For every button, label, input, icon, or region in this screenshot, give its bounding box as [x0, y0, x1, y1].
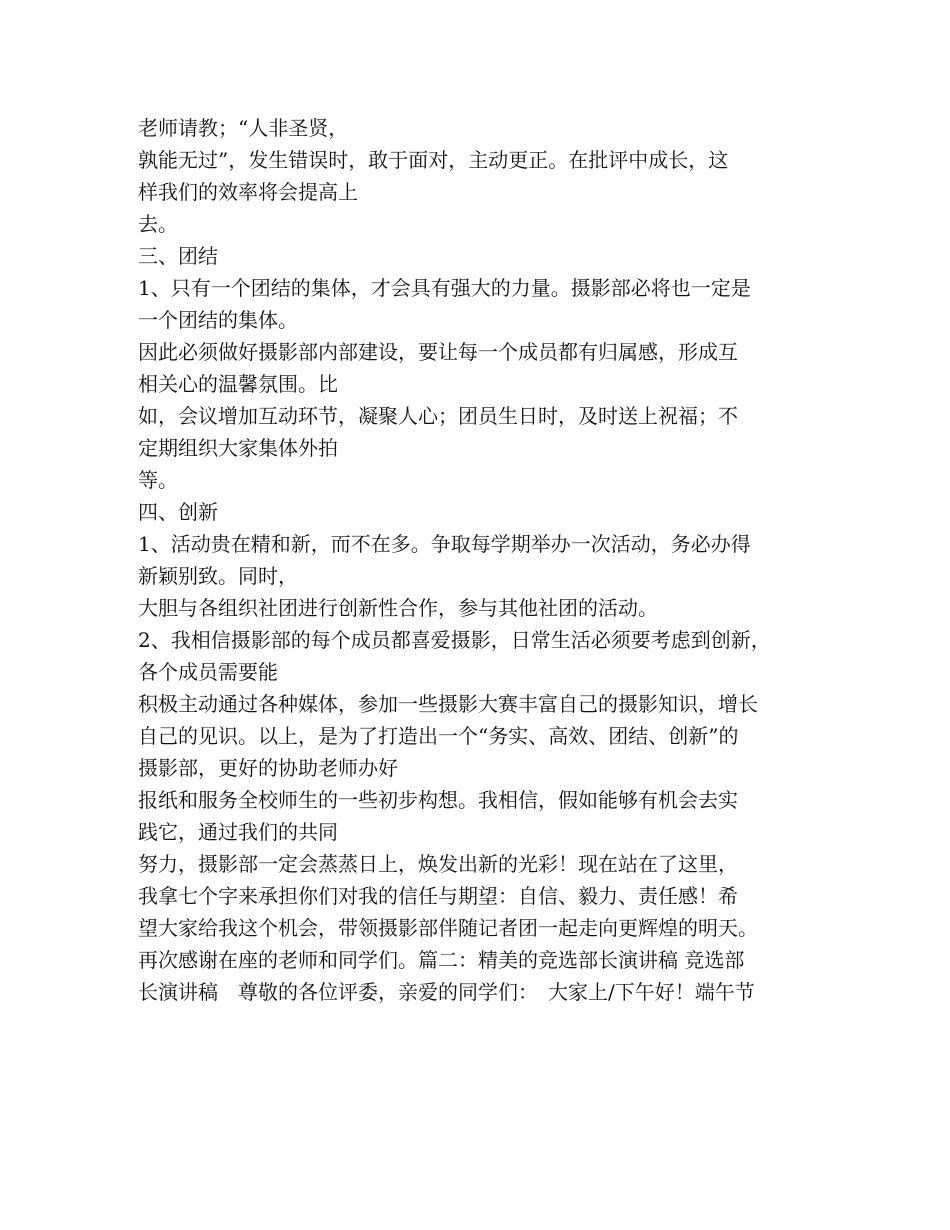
text-line: 报纸和服务全校师生的一些初步构想。我相信，假如能够有机会去实 [138, 788, 738, 812]
text-line: 去。 [138, 212, 178, 236]
text-line: 再次感谢在座的老师和同学们。篇二：精美的竞选部长演讲稿 竞选部 [138, 948, 745, 972]
text-line: 1、活动贵在精和新，而不在多。争取每学期举办一次活动，务必办得 [138, 532, 751, 556]
text-line: 1、只有一个团结的集体，才会具有强大的力量。摄影部必将也一定是 [138, 276, 751, 300]
text-line: 积极主动通过各种媒体，参加一些摄影大赛丰富自己的摄影知识，增长 [138, 692, 758, 716]
text-line: 摄影部，更好的协助老师办好 [138, 756, 398, 780]
text-line: 努力，摄影部一定会蒸蒸日上，焕发出新的光彩！现在站在了这里， [138, 852, 738, 876]
text-line: 自己的见识。以上，是为了打造出一个“务实、高效、团结、创新”的 [138, 724, 739, 748]
text-line: 样我们的效率将会提高上 [138, 180, 358, 204]
text-line: 2、我相信摄影部的每个成员都喜爱摄影，日常生活必须要考虑到创新， [138, 628, 771, 652]
text-line: 践它，通过我们的共同 [138, 820, 338, 844]
text-line: 望大家给我这个机会，带领摄影部伴随记者团一起走向更辉煌的明天。 [138, 916, 758, 940]
text-line: 孰能无过”，发生错误时，敢于面对，主动更正。在批评中成长，这 [138, 148, 729, 172]
text-line: 如，会议增加互动环节，凝聚人心；团员生日时，及时送上祝福；不 [138, 404, 738, 428]
text-line: 老师请教；“人非圣贤， [138, 116, 349, 140]
document-body [138, 112, 838, 1008]
section-heading: 三、团结 [138, 244, 218, 268]
text-line: 我拿七个字来承担你们对我的信任与期望：自信、毅力、责任感！希 [138, 884, 738, 908]
text-line: 因此必须做好摄影部内部建设，要让每一个成员都有归属感，形成互 [138, 340, 738, 364]
text-line: 相关心的温馨氛围。比 [138, 372, 338, 396]
text-line: 一个团结的集体。 [138, 308, 298, 332]
text-line: 定期组织大家集体外拍 [138, 436, 338, 460]
text-line: 长演讲稿 尊敬的各位评委，亲爱的同学们： 大家上/下午好！端午节 [138, 980, 755, 1004]
text-line: 等。 [138, 468, 178, 492]
section-heading: 四、创新 [138, 500, 218, 524]
text-line: 各个成员需要能 [138, 660, 278, 684]
text-line: 大胆与各组织社团进行创新性合作，参与其他社团的活动。 [138, 596, 658, 620]
text-line: 新颖别致。同时， [138, 564, 298, 588]
